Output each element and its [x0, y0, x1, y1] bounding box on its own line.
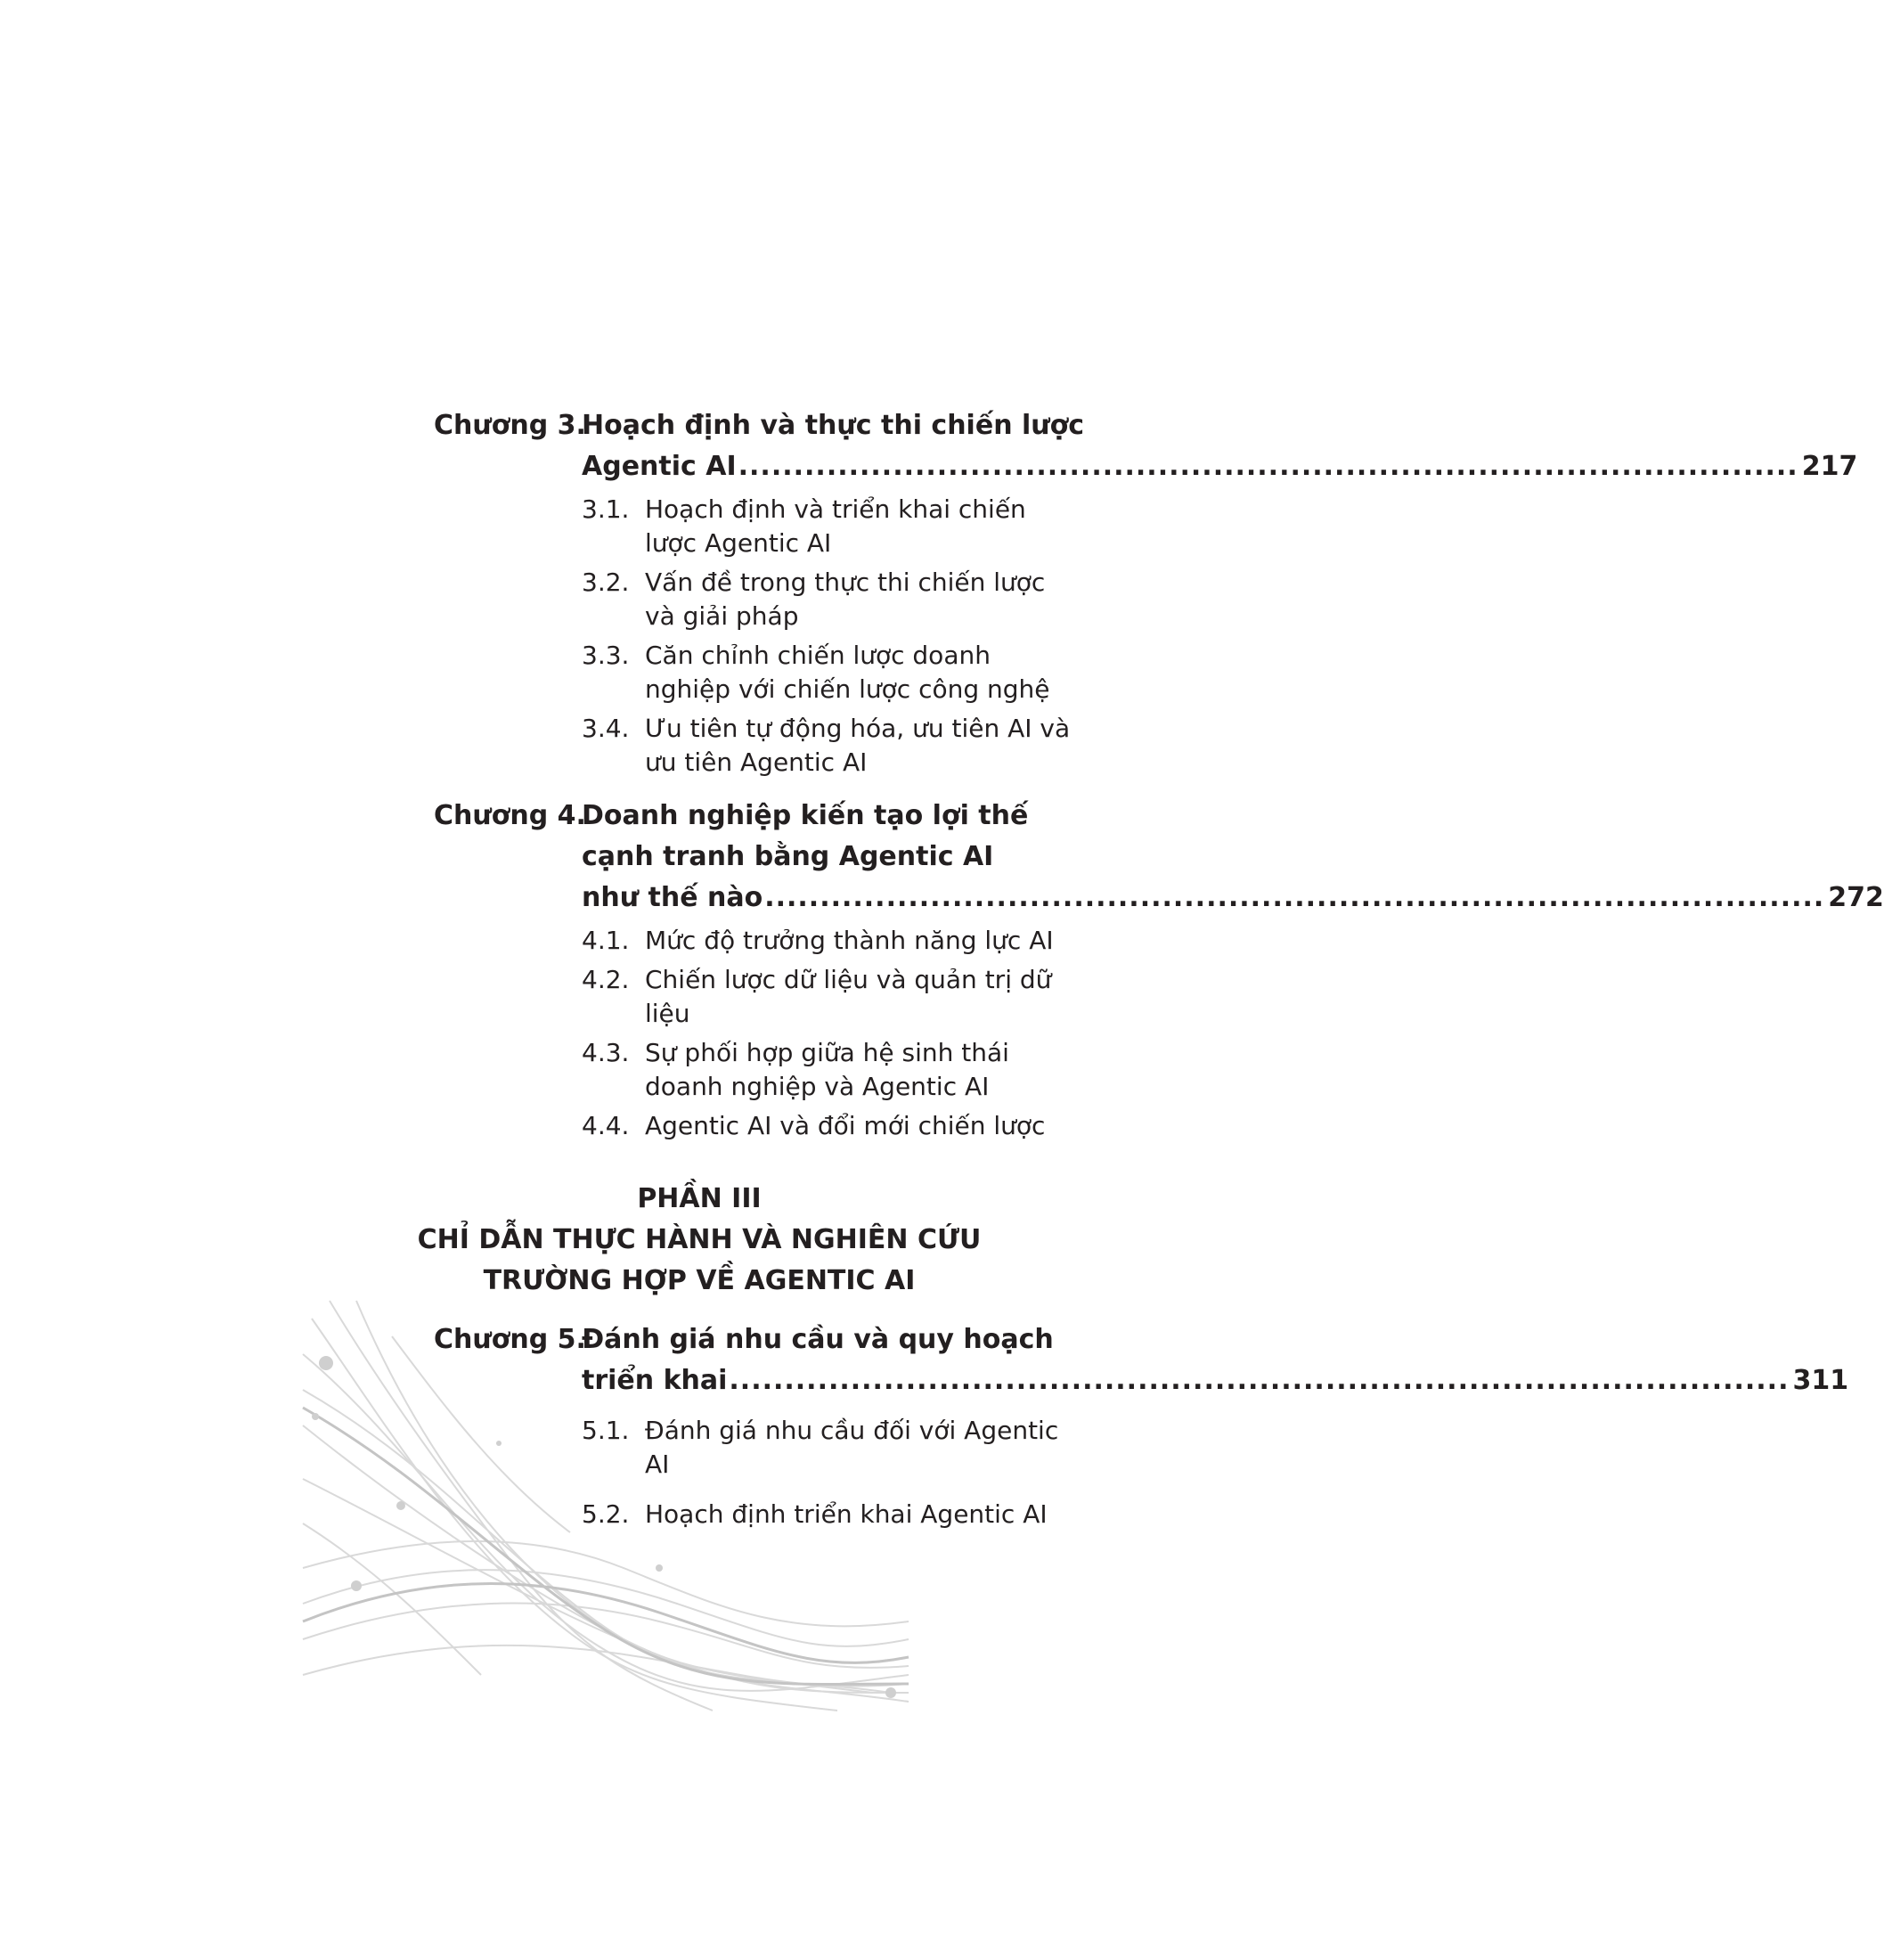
- dot-leader: ................................................................................................: [738, 451, 1798, 482]
- toc-section[interactable]: [582, 639, 1081, 706]
- chapter-heading: [434, 1319, 1849, 1401]
- section-number: 3.1.: [582, 494, 630, 524]
- toc-section[interactable]: [582, 963, 1081, 1031]
- toc-section[interactable]: [582, 566, 1081, 633]
- page-number: 311: [1792, 1365, 1849, 1396]
- chapter-title: [582, 405, 1858, 487]
- page-number: 217: [1801, 451, 1858, 482]
- toc-section[interactable]: [582, 493, 1081, 560]
- section-number: 4.3.: [582, 1038, 630, 1067]
- chapter-title-line: Doanh nghiệp kiến tạo lợi thế: [582, 800, 1029, 831]
- part-title-line: CHỈ DẪN THỰC HÀNH VÀ NGHIÊN CỨU: [417, 1224, 982, 1255]
- section-number: 5.1.: [582, 1416, 630, 1445]
- chapter-number: Chương 5.: [434, 1324, 586, 1355]
- chapter-title: [582, 1319, 1849, 1401]
- section-title: Căn chỉnh chiến lược doanh nghiệp với chiến lược công nghệ: [645, 641, 1050, 704]
- chapter-title-line: cạnh tranh bằng Agentic AI: [582, 841, 994, 872]
- toc-section[interactable]: [582, 1498, 1081, 1531]
- section-title: Sự phối hợp giữa hệ sinh thái doanh nghiệp và Agentic AI: [645, 1038, 1009, 1101]
- chapter-heading: [434, 405, 1858, 487]
- section-title: Ưu tiên tự động hóa, ưu tiên AI và ưu tiên Agentic AI: [645, 714, 1071, 777]
- chapter-title-last-line: như thế nào: [582, 882, 763, 913]
- section-number: 4.2.: [582, 965, 630, 994]
- section-number: 5.2.: [582, 1499, 630, 1529]
- page-number: 272: [1828, 882, 1884, 913]
- table-of-contents: [417, 405, 1884, 1548]
- section-number: 4.4.: [582, 1111, 630, 1140]
- toc-section[interactable]: [582, 1036, 1081, 1104]
- section-title: Chiến lược dữ liệu và quản trị dữ liệu: [645, 965, 1052, 1028]
- section-number: 3.3.: [582, 641, 630, 670]
- chapter-title-line: Đánh giá nhu cầu và quy hoạch: [582, 1324, 1054, 1355]
- toc-chapter-4[interactable]: [434, 796, 1884, 1143]
- part-label: PHẦN III: [637, 1183, 762, 1214]
- chapter-title-line: Hoạch định và thực thi chiến lược: [582, 410, 1085, 441]
- dot-leader: ................................................................................................: [764, 882, 1825, 913]
- section-title: Đánh giá nhu cầu đối với Agentic AI: [645, 1416, 1059, 1479]
- section-list: [582, 493, 1081, 780]
- section-number: 3.4.: [582, 714, 630, 743]
- part-title-line: TRƯỜNG HỢP VỀ AGENTIC AI: [483, 1265, 916, 1296]
- section-title: Hoạch định triển khai Agentic AI: [645, 1499, 1048, 1529]
- toc-chapter-5[interactable]: [434, 1319, 1849, 1531]
- chapter-title-last-line: Agentic AI: [582, 451, 737, 482]
- section-title: Mức độ trưởng thành năng lực AI: [645, 926, 1054, 955]
- section-number: 4.1.: [582, 926, 630, 955]
- section-title: Vấn đề trong thực thi chiến lược và giải pháp: [645, 568, 1046, 631]
- chapter-number: Chương 4.: [434, 800, 586, 831]
- chapter-title: [582, 796, 1884, 919]
- chapter-page-line: [582, 446, 1858, 487]
- chapter-page-line: [582, 878, 1884, 919]
- chapter-page-line: [582, 1360, 1849, 1401]
- toc-section[interactable]: [582, 1414, 1081, 1482]
- toc-section[interactable]: [582, 712, 1081, 780]
- section-list: [582, 924, 1081, 1143]
- section-list: [582, 1414, 1081, 1531]
- toc-section[interactable]: [582, 1109, 1081, 1143]
- section-title: Agentic AI và đổi mới chiến lược: [645, 1111, 1046, 1140]
- chapter-number: Chương 3.: [434, 410, 586, 441]
- dot-leader: ................................................................................................: [729, 1365, 1790, 1396]
- section-title: Hoạch định và triển khai chiến lược Agentic AI: [645, 494, 1026, 558]
- chapter-heading: [434, 796, 1884, 919]
- section-number: 3.2.: [582, 568, 630, 597]
- part-heading: [379, 1179, 1020, 1302]
- chapter-title-last-line: triển khai: [582, 1365, 728, 1396]
- toc-section[interactable]: [582, 924, 1081, 958]
- toc-chapter-3[interactable]: [434, 405, 1858, 780]
